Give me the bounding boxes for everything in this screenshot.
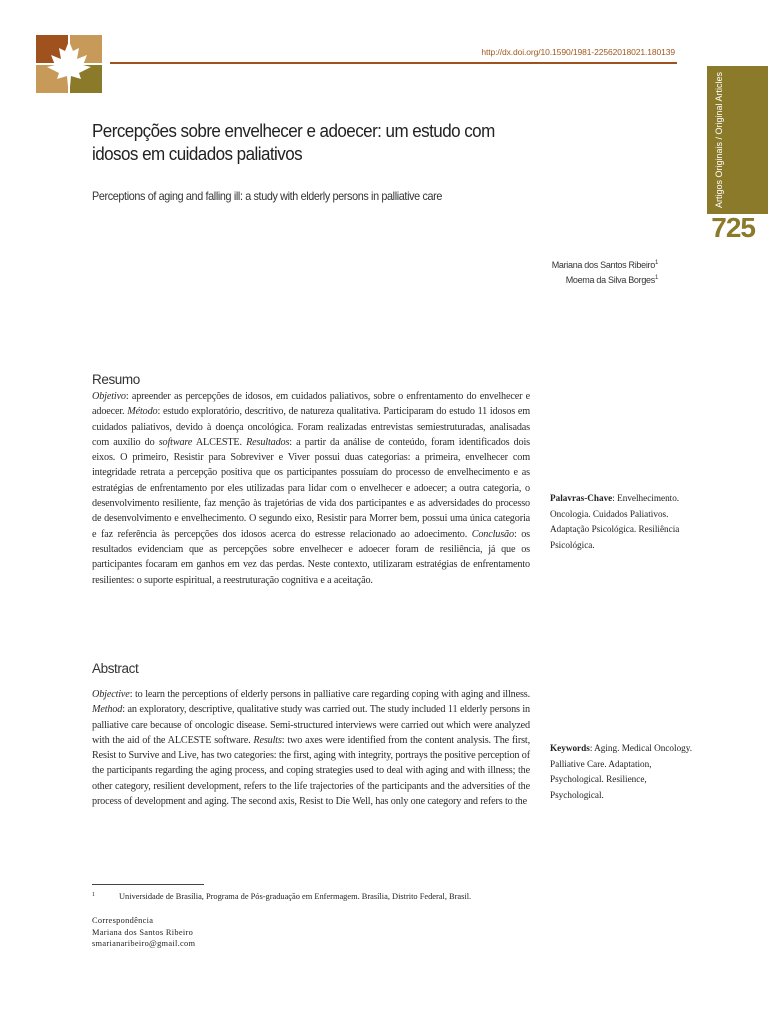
keywords-pt	[550, 491, 700, 553]
author-name: Moema da Silva Borges	[565, 275, 655, 285]
author-name: Mariana dos Santos Ribeiro	[551, 260, 655, 270]
resumo-segment: : apreender as percepções de idosos, em cuidados paliativos, sobre o enfrentamento do envelhecer e adoecer.	[92, 391, 530, 418]
author-affiliation-sup: 1	[654, 275, 658, 281]
resumo-segment: ALCESTE.	[192, 436, 247, 448]
keywords-en-title: Keywords	[550, 743, 590, 753]
section-label: Artigos Originais / Original Articles	[714, 71, 724, 208]
keywords-en-list: : Aging. Medical Oncology. Palliative Care. Adaptation, Psychological. Resilience, Psychological.	[550, 743, 693, 800]
abstract-label: Results	[253, 734, 282, 746]
keywords-pt-title: Palavras-Chave	[550, 493, 613, 503]
section-tab	[707, 66, 768, 214]
abstract-label: Objective	[92, 689, 130, 700]
author-1	[480, 257, 658, 272]
resumo-segment: : a partir da análise de conteúdo, foram identificados dois eixos. O primeiro, Resistir para Sobreviver e Viver possui duas categorias: a primeira, envelhecer com integridade retrata a percepção positiva que os participantes possuíam do processo de envelhecimento e as estratégias de enfrentamento por eles utilizadas para lidar com o envelhecer e adoecer; a outra categoria, o desenvolvimento resiliente, faz menção às trajetórias de vida dos participantes e as adversidades do processo de desenvolvimento e envelhecimento. O segundo eixo, Resistir para Morrer bem, possui uma única categoria e faz referência às percepções dos idosos acerca do estresse relacionado ao adoecimento.	[92, 436, 530, 540]
abstract-segment: : two axes were identified from the content analysis. The first, Resist to Survive and Live, has two categories: the first, aging with integrity, portrays the positive perception of the participants regarding the aging process, and coping strategies used to deal with aging and with illness; the other category, resilient development, refers to the life trajectories of the participants and the adversities of the process of development and aging. The second axis, Resist to Die Well, has only one category and refers to the	[92, 734, 530, 808]
keywords-pt-list: : Envelhecimento. Oncologia. Cuidados Paliativos. Adaptação Psicológica. Resiliência Psicológica.	[550, 493, 680, 550]
page-number: 725	[711, 212, 755, 243]
resumo-label: Método	[127, 406, 158, 418]
title-english: Perceptions of aging and falling ill: a study with elderly persons in palliative care	[92, 189, 443, 203]
keywords-en	[550, 741, 700, 803]
resumo-label: Resultados	[246, 436, 290, 448]
correspondence-name: Mariana dos Santos Ribeiro	[92, 927, 194, 937]
resumo-segment: : estudo exploratório, descritivo, de natureza qualitativa. Participaram do estudo 11 idosos em cuidados paliativos, devido à doença oncológica. Foram realizadas entrevistas semiestruturadas, analisadas com auxílio do	[92, 406, 530, 448]
author-2	[480, 272, 658, 287]
abstract-label: Method	[92, 704, 123, 716]
journal-logo	[36, 35, 102, 93]
correspondence-label: Correspondência	[92, 916, 154, 925]
author-affiliation-sup: 1	[654, 260, 658, 266]
resumo-heading: Resumo	[92, 372, 140, 387]
footnote-text: Universidade de Brasília, Programa de Pós-graduação em Enfermagem. Brasília, Distrito Federal, Brasil.	[119, 892, 472, 901]
resumo-label: Objetivo	[92, 391, 126, 402]
doi-link[interactable]: http://dx.doi.org/10.1590/1981-22562018021.180139	[481, 47, 675, 57]
authors	[480, 257, 658, 287]
correspondence-email[interactable]: smarianaribeiro@gmail.com	[92, 939, 196, 948]
abstract-segment: : an exploratory, descriptive, qualitative study was carried out. The study included 11 elderly persons in palliative care because of oncologic disease. Semi-structured interviews were carried out which were analyzed with the aid of the ALCESTE software.	[92, 704, 530, 746]
footnote-rule	[92, 884, 204, 885]
footnote-number: 1	[92, 892, 95, 898]
maple-leaf-icon	[45, 39, 93, 89]
correspondence	[92, 915, 195, 950]
header-rule	[110, 62, 677, 64]
abstract-heading: Abstract	[92, 661, 139, 676]
resumo-label: software	[158, 436, 193, 448]
abstract-segment: : to learn the perceptions of elderly persons in palliative care regarding coping with aging and illness.	[129, 689, 530, 700]
resumo-segment: : os resultados evidenciam que as percepções sobre envelhecer e adoecer foram de resiliência, já que os participantes focaram em ganhos em vez das perdas. Neste contexto, utilizaram estratégias de enfrentamento resilientes: o suporte espiritual, a reestruturação cognitiva e a aceitação.	[92, 528, 531, 586]
resumo-label: Conclusão	[471, 528, 514, 540]
footnote	[92, 892, 572, 901]
title-portuguese: Percepções sobre envelhecer e adoecer: um estudo com idosos em cuidados paliativos	[92, 120, 495, 164]
abstract-text	[92, 687, 530, 809]
resumo-text	[92, 389, 530, 588]
